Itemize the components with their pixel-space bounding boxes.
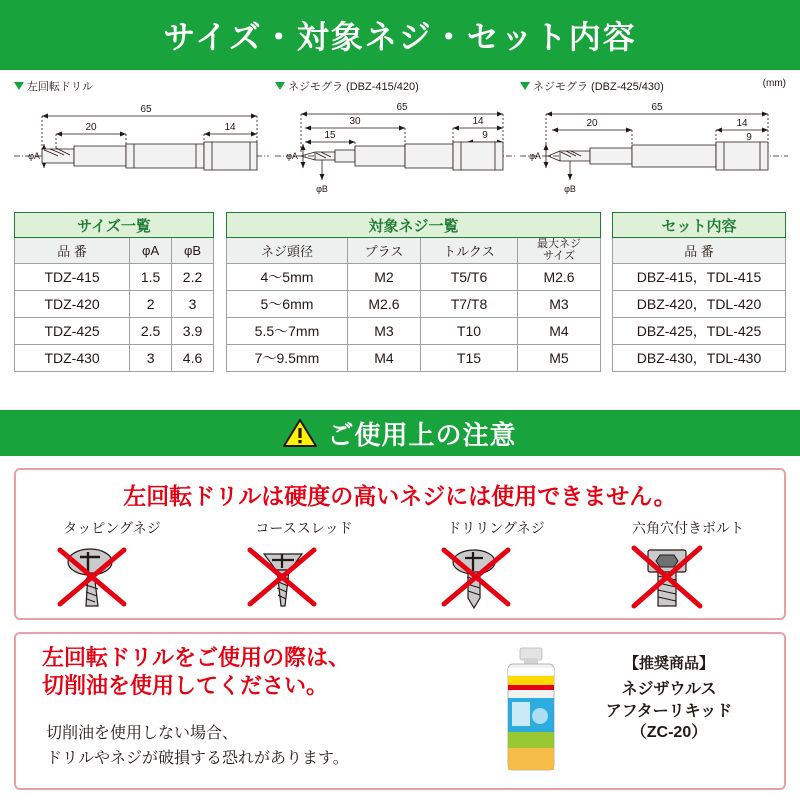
- set-cell: DBZ-415，TDL-415: [613, 264, 786, 291]
- svg-text:14: 14: [736, 118, 748, 129]
- set-table: [612, 212, 786, 372]
- screw-cell: M2: [347, 264, 420, 291]
- screw-cell: 5.5～7mm: [227, 318, 348, 345]
- unit-note: (mm): [762, 78, 786, 89]
- size-cell: TDZ-420: [15, 291, 130, 318]
- spray-can-image: [500, 646, 562, 774]
- drilling-screw-icon: [426, 540, 566, 612]
- diagram-3-label: ネジモグラ (DBZ-425/430): [533, 81, 664, 93]
- screw-table-head-row: [227, 238, 601, 264]
- size-cell: 2: [130, 291, 172, 318]
- svg-text:φA: φA: [286, 151, 298, 161]
- svg-text:9: 9: [746, 132, 752, 143]
- table-row: [15, 318, 214, 345]
- table-row: [613, 318, 786, 345]
- warning-triangle-icon: [283, 418, 317, 448]
- warning-section: [0, 410, 800, 800]
- list-item: [219, 518, 389, 617]
- size-table-header-2: φB: [172, 238, 214, 264]
- diagram-1-drawing: [14, 94, 269, 206]
- set-table-title-row: [613, 213, 786, 238]
- table-row: [613, 264, 786, 291]
- svg-text:φA: φA: [529, 151, 541, 161]
- svg-text:14: 14: [224, 122, 236, 133]
- set-cell: DBZ-425，TDL-425: [613, 318, 786, 345]
- diagram-1-label: 左回転ドリル: [27, 81, 93, 93]
- svg-text:65: 65: [140, 104, 152, 115]
- screw-table-header-2: トルクス: [420, 238, 517, 264]
- size-cell: TDZ-415: [15, 264, 130, 291]
- svg-text:65: 65: [396, 102, 408, 113]
- diagram-2-label: ネジモグラ (DBZ-415/420): [288, 81, 419, 93]
- triangle-bullet-icon: [275, 82, 285, 90]
- list-item: [411, 518, 581, 617]
- table-row: [613, 345, 786, 372]
- warning-box2-subtext: [46, 722, 349, 772]
- table-row: [15, 291, 214, 318]
- warning-box2-title: [42, 644, 350, 699]
- table-row: [613, 291, 786, 318]
- warning-box2-title-line2: 切削油を使用してください。: [42, 672, 329, 698]
- diagram-3-drawing: [520, 94, 788, 206]
- table-row: [15, 345, 214, 372]
- triangle-bullet-icon: [520, 82, 530, 90]
- svg-text:14: 14: [472, 116, 484, 127]
- screw-cell: 7～9.5mm: [227, 345, 348, 372]
- warning-box1-title: 左回転ドリルは硬度の高いネジには使用できません。: [123, 483, 677, 509]
- screw-cell: M4: [518, 318, 601, 345]
- diagram-1-label-wrap: [14, 78, 269, 94]
- svg-text:65: 65: [651, 102, 663, 113]
- size-table-header-0: 品 番: [15, 238, 130, 264]
- screw-cell: M3: [518, 291, 601, 318]
- size-cell: TDZ-430: [15, 345, 130, 372]
- size-cell: 4.6: [172, 345, 214, 372]
- screw-table-header-0: ネジ頭径: [227, 238, 348, 264]
- screw-type-label: タッピングネジ: [63, 520, 161, 536]
- screw-cell: 5～6mm: [227, 291, 348, 318]
- diagram-nejimogura-425-430: [520, 78, 788, 206]
- screw-cell: M3: [347, 318, 420, 345]
- size-cell: 1.5: [130, 264, 172, 291]
- screw-cell: T5/T6: [420, 264, 517, 291]
- screw-cell: M2.6: [347, 291, 420, 318]
- warning-box-cutting-oil: [14, 632, 786, 790]
- size-table-wrap: [14, 212, 214, 372]
- diagram-row: [0, 78, 800, 206]
- set-table-head-row: [613, 238, 786, 264]
- screw-cell: T10: [420, 318, 517, 345]
- size-cell: 3: [130, 345, 172, 372]
- screw-table-header-3: 最大ネジ サイズ: [518, 238, 601, 264]
- set-table-wrap: [612, 212, 786, 372]
- set-cell: DBZ-420，TDL-420: [613, 291, 786, 318]
- size-table-title: サイズ一覧: [15, 213, 214, 238]
- screw-cell: 4～5mm: [227, 264, 348, 291]
- svg-text:φB: φB: [316, 184, 328, 194]
- svg-text:20: 20: [586, 118, 598, 129]
- screw-type-label: コーススレッド: [255, 520, 353, 536]
- diagram-3-label-wrap: [520, 78, 788, 94]
- screw-type-label: 六角穴付きボルト: [632, 520, 744, 536]
- page-title: サイズ・対象ネジ・セット内容: [163, 19, 637, 55]
- screw-table-wrap: [226, 212, 601, 372]
- size-cell: 2.5: [130, 318, 172, 345]
- warning-box2-title-line1: 左回転ドリルをご使用の際は、: [42, 645, 351, 670]
- svg-text:15: 15: [324, 130, 336, 141]
- svg-text:9: 9: [482, 130, 488, 141]
- svg-text:φA: φA: [28, 151, 40, 161]
- size-table-head-row: [15, 238, 214, 264]
- size-table: [14, 212, 214, 372]
- screw-table-title-row: [227, 213, 601, 238]
- screw-table: [226, 212, 601, 372]
- svg-text:φB: φB: [564, 184, 576, 194]
- set-cell: DBZ-430，TDL-430: [613, 345, 786, 372]
- header-band: [0, 0, 800, 70]
- size-cell: 3.9: [172, 318, 214, 345]
- screw-cell: T15: [420, 345, 517, 372]
- screw-cell: M2.6: [518, 264, 601, 291]
- recommended-product-text: [574, 652, 764, 744]
- tapping-screw-icon: [42, 540, 182, 612]
- screw-type-label: ドリリングネジ: [447, 520, 545, 536]
- size-cell: 2.2: [172, 264, 214, 291]
- list-item: [27, 518, 197, 617]
- table-row: [227, 264, 601, 291]
- set-table-title: セット内容: [613, 213, 786, 238]
- diagram-2-drawing: [275, 94, 515, 206]
- warning-box2-sub-line2: ドリルやネジが破損する恐れがあります。: [46, 749, 349, 767]
- product-name-line2: アフターリキッド: [605, 702, 733, 720]
- list-item: [603, 518, 773, 617]
- recommended-product: [490, 642, 770, 782]
- table-row: [227, 291, 601, 318]
- coarse-thread-screw-icon: [234, 540, 374, 612]
- product-name-line1: ネジザウルス: [621, 681, 717, 698]
- size-table-header-1: φA: [130, 238, 172, 264]
- screw-cell: M4: [347, 345, 420, 372]
- recommended-product-name: [574, 679, 764, 744]
- table-row: [227, 345, 601, 372]
- table-row: [15, 264, 214, 291]
- diagram-2-label-wrap: [275, 78, 515, 94]
- size-table-title-row: [15, 213, 214, 238]
- diagram-left-rotation-drill: [14, 78, 269, 206]
- diagram-nejimogura-415-420: [275, 78, 515, 206]
- screw-type-list: [16, 518, 784, 617]
- screw-table-title: 対象ネジ一覧: [227, 213, 601, 238]
- svg-text:20: 20: [85, 122, 97, 133]
- svg-text:30: 30: [349, 116, 361, 127]
- set-table-header-0: 品 番: [613, 238, 786, 264]
- hex-socket-bolt-icon: [618, 540, 758, 612]
- table-row: [227, 318, 601, 345]
- screw-table-header-1: プラス: [347, 238, 420, 264]
- size-cell: 3: [172, 291, 214, 318]
- size-cell: TDZ-425: [15, 318, 130, 345]
- product-name-line3: （ZC-20）: [630, 724, 708, 742]
- warning-band: [0, 410, 800, 456]
- recommended-product-heading: 【推奨商品】: [623, 655, 714, 672]
- warning-band-title: ご使用上の注意: [327, 419, 517, 450]
- screw-cell: T7/T8: [420, 291, 517, 318]
- warning-box-hard-screws: [14, 468, 786, 620]
- triangle-bullet-icon: [14, 82, 24, 90]
- screw-cell: M5: [518, 345, 601, 372]
- warning-box2-sub-line1: 切削油を使用しない場合、: [46, 725, 239, 742]
